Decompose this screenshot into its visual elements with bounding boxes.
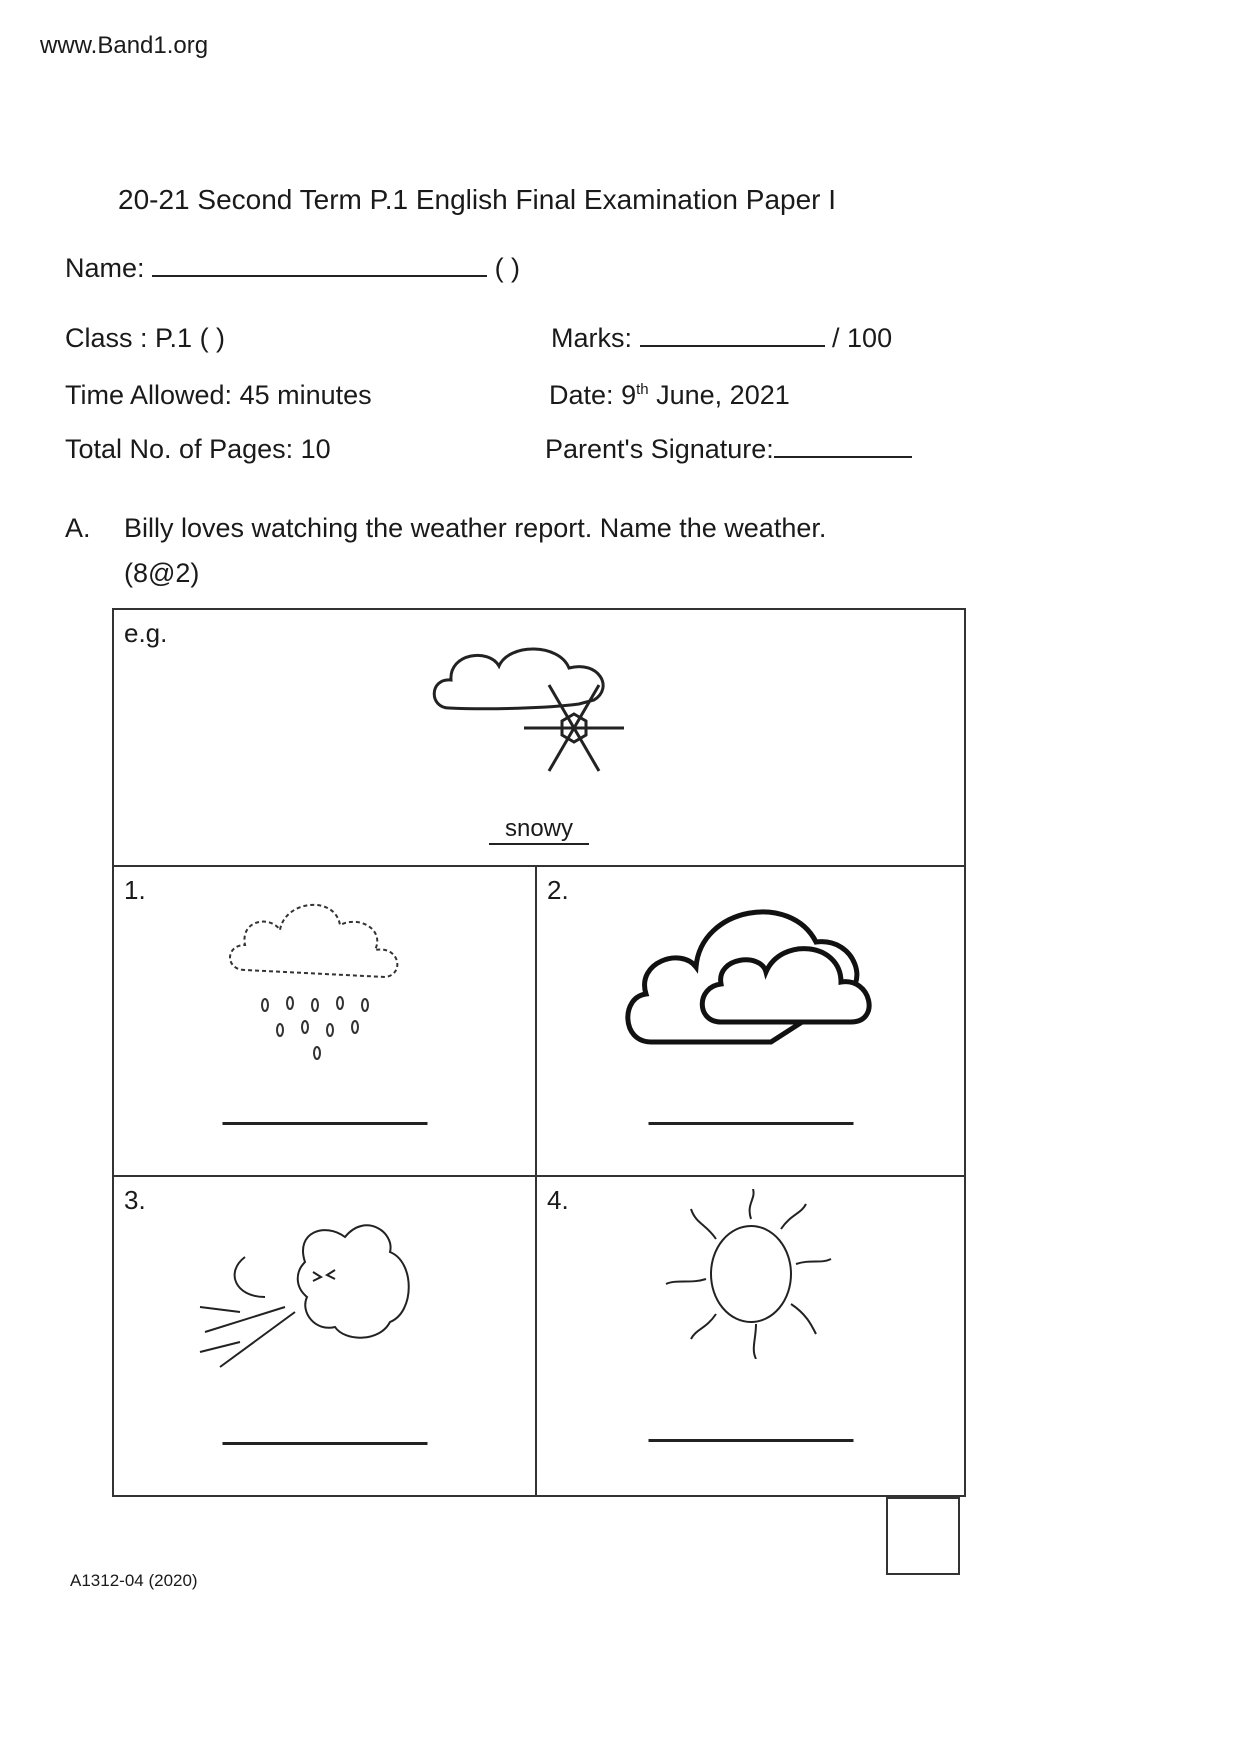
exam-title: 20-21 Second Term P.1 English Final Examination Paper I [118, 184, 837, 215]
date-day: 9 [621, 380, 637, 410]
sun-icon [661, 1189, 841, 1359]
cloudy-icon [621, 872, 881, 1057]
answer-line-4[interactable] [648, 1439, 853, 1442]
signature-row [545, 434, 912, 465]
question-label-1: 1. [124, 875, 146, 905]
total-pages: Total No. of Pages: 10 [65, 434, 331, 464]
name-row [65, 253, 520, 284]
score-box [886, 1497, 960, 1575]
name-label: Name: [65, 253, 145, 283]
date-row [549, 380, 790, 411]
question-cell-4 [536, 1176, 965, 1496]
footer-code: A1312-04 (2020) [70, 1571, 198, 1590]
windy-cloud-icon [195, 1202, 455, 1372]
question-label-4: 4. [547, 1185, 569, 1215]
question-cell-1 [113, 866, 536, 1176]
answer-line-2[interactable] [648, 1122, 853, 1125]
section-a-letter: A. [65, 513, 91, 543]
class-number-paren: ( ) [494, 253, 521, 283]
time-allowed: Time Allowed: 45 minutes [65, 380, 372, 410]
marks-blank[interactable] [640, 344, 825, 347]
date-rest: June, 2021 [656, 380, 790, 410]
example-answer: snowy [489, 815, 589, 845]
date-label: Date: [549, 380, 614, 410]
question-cell-2 [536, 866, 965, 1176]
class-field: Class : P.1 ( ) [65, 323, 226, 353]
signature-label: Parent's Signature: [545, 434, 774, 464]
section-a-instruction: Billy loves watching the weather report. Name the weather. [124, 513, 827, 543]
rain-cloud-icon [225, 885, 425, 1065]
section-a-marks: (8@2) [124, 558, 200, 588]
question-cell-3 [113, 1176, 536, 1496]
marks-total: / 100 [832, 323, 893, 353]
snow-cloud-icon [429, 638, 649, 773]
example-label: e.g. [124, 618, 168, 648]
marks-label: Marks: [551, 323, 632, 353]
answer-line-3[interactable] [222, 1442, 427, 1445]
website-watermark: www.Band1.org [40, 32, 209, 59]
marks-row [551, 323, 892, 354]
name-blank[interactable] [152, 274, 487, 277]
signature-blank[interactable] [774, 455, 912, 458]
answer-line-1[interactable] [222, 1122, 427, 1125]
example-cell [113, 609, 965, 866]
question-label-2: 2. [547, 875, 569, 905]
question-label-3: 3. [124, 1185, 146, 1215]
weather-table [112, 608, 966, 1497]
date-suffix: th [636, 381, 649, 398]
